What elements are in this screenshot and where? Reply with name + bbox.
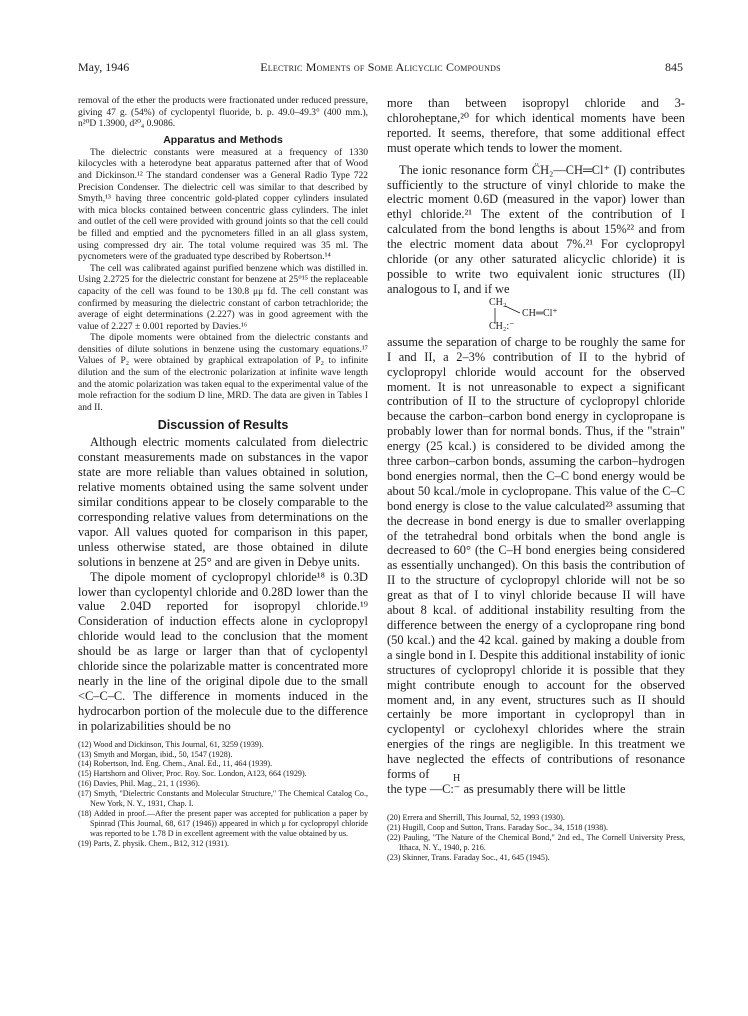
footnote: (16) Davies, Phil. Mag., 21, 1 (1936). [78,779,200,789]
header-title: Electric Moments of Some Alicyclic Compounds [260,60,501,74]
type-suffix: as presumably there will be little [463,781,626,796]
footnote: (21) Hugill, Coop and Sutton, Trans. Faraday Soc., 34, 1518 (1938). [387,822,608,832]
formula-right-group: CH═Cl⁺ [522,307,558,319]
footnote: (12) Wood and Dickinson, This Journal, 61, 3259 (1939). [78,739,264,749]
right-column [387,96,685,863]
footnote: (17) Smyth, "Dielectric Constants and Molecular Structure," The Chemical Catalog Co., New York, N. Y., 1931, Chap. I. [78,789,368,809]
header-date: May, 1946 [78,60,130,74]
body-paragraph-3: assume the separation of charge to be roughly the same for I and II, a 2–3% contribution of II to the hybrid of cyclopropyl chloride would account for the observed moment. It is not unreasonable to expect a significant contribution of II to the structure of cyclopropyl chloride because the carbon–carbon bond energy in cyclopropane is probably lower than for normal bonds. Thus, if the "strain" energy (25 kcal.) is considered to be divided among the three carbon–carbon bonds, assuming the carbon–hydrogen bond energies normal, then the C–C bond energy would be about 50 kcal./mole in cyclopropane. This value of the C–C bond energy is close to the value calculated²³ assuming that the decrease in bond energy is due to smaller overlapping of the tetrahedral bond orbitals when the bond angle is decreased to 60° (the C–H bond energies being considered as essentially unchanged). On this basis the contribution of II to the structure of cyclopropyl chloride will not be so great as that of I to vinyl chloride because II will have about 8 kcal. of additional instability resulting from the difference between the energy of a cyclopropane ring bond (50 kcal.) and the 42 kcal. gained by making a double from a single bond in I. Despite this additional instability of ionic structures of cyclopropyl chloride it is possible that they might contribute enough to account for the observed moment and, in any event, structures such as II should certainly be more important in cyclopropyl than in cyclopentyl or cyclohexyl chlorides where the strain energies of the rings are negligible. In this treatment we have neglected the effects of contributions of resonance forms of [387,334,685,782]
page-number: 845 [665,60,683,74]
apparatus-paragraph-2: The cell was calibrated against purified benzene which was distilled in. Using 2.2725 for the dielectric constant for benzene at 25°¹⁵ the replaceable capacity of the cell was found to be 130.8 μμ fd. The cell constant was confirmed by measuring the dielectric constant of carbon tetrachloride; the average of eight determinations (2.227) was in good agreement with the value of 2.227 ± 0.001 reported by Davies.¹⁶ [78,263,368,332]
formula-bottom-group: CH₂:⁻ [489,320,515,332]
structure-ii-formula [387,297,685,335]
intro-paragraph: removal of the ether the products were fractionated under reduced pressure, giving 47 g. (54%) of cyclopentyl fluoride, b. p. 49.0–49.3° (400 mm.), n²⁰D 1.3900, d²⁰₄ 0.9086. [78,96,368,130]
type-prefix: the type [387,781,427,796]
left-column [78,96,368,849]
running-header [78,60,683,76]
footnote: (13) Smyth and Morgan, ibid., 50, 1547 (1928). [78,749,233,759]
footnote: (22) Pauling, "The Nature of the Chemical Bond," 2nd ed., The Cornell University Press, Ithaca, N. Y., 1940, p. 216. [387,832,685,852]
apparatus-paragraph-1: The dielectric constants were measured at a frequency of 1330 kilocycles with a heterodyne beat apparatus patterned after that of Wood and Dickinson.¹² The standard condenser was a General Radio Type 722 Precision Condenser. The dielectric cell was similar to that described by Smyth,¹³ having three concentric gold-plated copper cylinders insulated with mica blocks contained between concentric glass cylinders. The inlet and outlet of the cell were provided with ground joints so that the cell could be filled and emptied and the pycnometers filled in an all glass system, using compressed dry air. The total volume required was 35 ml. The pycnometers were of the graduated type described by Robertson.¹⁴ [78,147,368,263]
body-paragraph-1: more than between isopropyl chloride and 3-chloroheptane,²⁰ for which identical moments have been reported. It seems, therefore, that some additional effect must operate which tends to lower the moment. [387,96,685,155]
discussion-paragraph-1: Although electric moments calculated from dielectric constant measurements made on substances in the vapor state are more reliable than values obtained in solution, relative moments obtained using the same solvent under similar conditions appear to be closely comparable to the corresponding relative values from determinations on the vapor. All values quoted for comparison in this paper, unless otherwise stated, are those obtained in dilute solutions in benzene at 25° and are given in Debye units. [78,435,368,569]
footnotes-right [387,813,685,863]
body-paragraph-2: The ionic resonance form C̈H₂—CH═Cl⁺ (I) contributes sufficiently to the structure of vinyl chloride to make the electric moment 0.6D (measured in the vapor) lower than ethyl chloride.²¹ The extent of the contribution of I calculated from the bond lengths is about 15%²² and from the electric moment data about 7%.²¹ For cyclopropyl chloride (or any other saturated alicyclic chloride) it is possible to write two equivalent ionic structures (II) analogous to I, and if we [387,162,685,296]
type-formula-line [387,772,685,797]
footnote: (15) Hartshorn and Oliver, Proc. Roy. Soc. London, A123, 664 (1929). [78,769,307,779]
footnote: (19) Parts, Z. physik. Chem., B12, 312 (1931). [78,839,230,849]
footnote: (23) Skinner, Trans. Faraday Soc., 41, 645 (1945). [387,852,550,862]
footnote: (20) Errera and Sherrill, This Journal, 52, 1993 (1930). [387,812,565,822]
discussion-paragraph-2: The dipole moment of cyclopropyl chloride¹⁸ is 0.3D lower than cyclopentyl chloride and 0.28D lower than the value 2.04D reported for isopropyl chloride.¹⁹ Consideration of induction effects alone in cyclopropyl chloride would lead to the conclusion that the moment should be as large or larger than that of cyclopentyl chloride since the polarizable matter is concentrated more nearly in the line of the original dipole due to the small <C–C–C. The difference in moments induced in the hydrocarbon portion of the molecule due to the difference in polarizabilities should be no [78,569,368,733]
formula-top-group: CH₂ [489,296,507,308]
footnote: (14) Robertson, Ind. Eng. Chem., Anal. Ed., 11, 464 (1939). [78,759,273,769]
type-formula-symbol: —C:⁻ [429,781,461,796]
apparatus-heading: Apparatus and Methods [163,133,283,146]
footnote: (18) Added in proof.—After the present paper was accepted for publication a paper by Spinrad (This Journal, 68, 617 (1946)) appeared in which μ for cyclopropyl chloride was reported to be 1.78 D in excellent agreement with the value obtained by us. [78,809,368,839]
type-formula-h: H [453,772,461,784]
apparatus-paragraph-3: The dipole moments were obtained from the dielectric constants and densities of dilute solutions in benzene using the customary equations.¹⁷ Values of P₂ were obtained by graphical extrapolation of P₂ to infinite dilution and the sum of the electronic polarization at infinite wave length and the atomic polarization was taken equal to the experimental value of the mole refraction for the sodium D line, MRD. The data are given in Tables I and II. [78,333,368,413]
discussion-heading: Discussion of Results [157,418,289,433]
footnotes-left [78,740,368,849]
